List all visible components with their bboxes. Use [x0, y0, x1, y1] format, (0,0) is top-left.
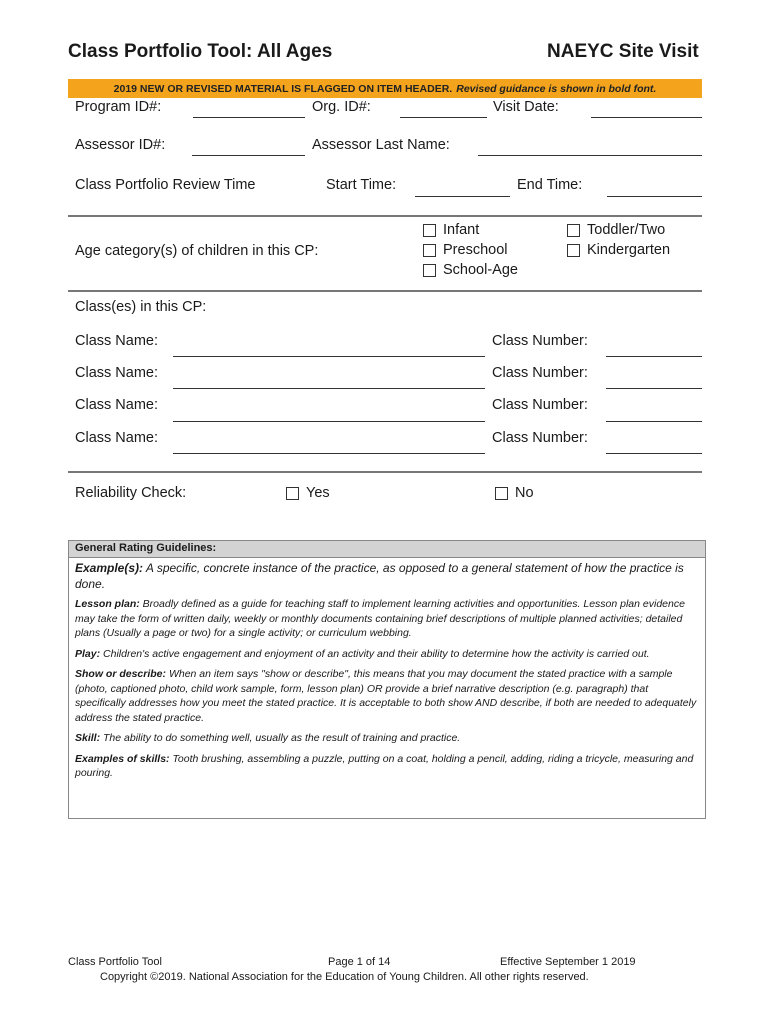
age-option-toddler-two[interactable] [567, 222, 665, 238]
class-number-label: Class Number: [492, 333, 588, 349]
guideline-show-or-describe: Show or describe: When an item says "show or describe", this means that you may document the stated practice with a sample (photo, captioned photo, child work sample, form, lesson plan) OR provide a brief narrative description (e.g. paragraph) that specifically addresses how you meet the stated practice. It is acceptable to both show AND describe, if both are needed to adequately address the stated practice. [75, 668, 697, 724]
yes-label: Yes [306, 485, 330, 501]
age-option-label: Kindergarten [587, 242, 671, 258]
age-category-label: Age category(s) of children in this CP: [75, 243, 319, 259]
org-id-field[interactable] [400, 117, 487, 118]
section-divider [68, 215, 702, 217]
section-divider [68, 290, 702, 292]
guideline-play: Play: Children's active engagement and enjoyment of an activity and their ability to determine how the activity is carried out. [75, 647, 650, 660]
age-option-kindergarten[interactable] [567, 242, 670, 258]
class-number-label: Class Number: [492, 430, 588, 446]
footer-effective-date: Effective September 1 2019 [500, 956, 636, 968]
class-name-label: Class Name: [75, 397, 158, 413]
guidelines-heading: General Rating Guidelines: [69, 541, 705, 558]
age-option-label: Infant [443, 222, 480, 238]
end-time-label: End Time: [517, 177, 583, 193]
class-number-label: Class Number: [492, 397, 588, 413]
age-option-infant[interactable] [423, 222, 479, 238]
age-option-label: Preschool [443, 242, 508, 258]
class-name-label: Class Name: [75, 333, 158, 349]
banner-bold-text: 2019 NEW OR REVISED MATERIAL IS FLAGGED ON ITEM HEADER. [113, 82, 453, 95]
class-number-field[interactable] [606, 421, 702, 422]
program-id-field[interactable] [193, 117, 305, 118]
guideline-lesson-plan: Lesson plan: Broadly defined as a guide for teaching staff to implement learning activities and opportunities. Lesson plan evidence may take the form of written daily, weekly or monthly documents containing brief descriptions of multiple planned activities; detailed plans (Usually a page or two) for a single activity; or curriculum webbing. [75, 598, 685, 639]
revision-banner [68, 79, 702, 98]
class-number-field[interactable] [606, 453, 702, 454]
visit-date-label: Visit Date: [493, 99, 559, 115]
reliability-check-label: Reliability Check: [75, 485, 187, 501]
age-option-label: Toddler/Two [587, 222, 666, 238]
guideline-skill: Skill: The ability to do something well, usually as the result of training and practice. [75, 732, 461, 744]
site-visit-title: NAEYC Site Visit [547, 41, 699, 62]
org-id-label: Org. ID#: [312, 99, 371, 115]
section-divider [68, 471, 702, 473]
banner-italic-text: Revised guidance is shown in bold font. [456, 82, 657, 95]
review-time-label: Class Portfolio Review Time [75, 177, 256, 193]
class-name-field[interactable] [173, 356, 485, 357]
end-time-field[interactable] [607, 196, 702, 197]
class-name-label: Class Name: [75, 365, 158, 381]
visit-date-field[interactable] [591, 117, 702, 118]
classes-label: Class(es) in this CP: [75, 299, 207, 315]
guideline-examples-of-skills: Examples of skills: Tooth brushing, assembling a puzzle, putting on a coat, holding a pencil, adding, riding a tricycle, measuring and pouring. [75, 752, 694, 779]
checkbox-icon [286, 487, 299, 500]
footer-copyright: Copyright ©2019. National Association for the Education of Young Children. All other rights reserved. [100, 971, 589, 983]
footer-page-number: Page 1 of 14 [328, 956, 391, 968]
reliability-yes-option[interactable] [286, 485, 330, 501]
class-number-label: Class Number: [492, 365, 588, 381]
footer-tool-name: Class Portfolio Tool [68, 956, 162, 968]
class-name-label: Class Name: [75, 430, 158, 446]
no-label: No [515, 485, 534, 501]
page-title: Class Portfolio Tool: All Ages [68, 41, 333, 62]
general-rating-guidelines [68, 540, 706, 819]
class-number-field[interactable] [606, 356, 702, 357]
checkbox-icon [423, 224, 436, 237]
assessor-id-field[interactable] [192, 155, 305, 156]
assessor-id-label: Assessor ID#: [75, 137, 166, 153]
checkbox-icon [423, 264, 436, 277]
checkbox-icon [423, 244, 436, 257]
checkbox-icon [567, 244, 580, 257]
age-option-preschool[interactable] [423, 242, 507, 258]
start-time-label: Start Time: [326, 177, 397, 193]
age-option-label: School-Age [443, 262, 518, 278]
guideline-examples: Example(s): A specific, concrete instance of the practice, as opposed to a general statement of how the practice is done. [75, 561, 684, 591]
class-name-field[interactable] [173, 388, 485, 389]
age-option-school-age[interactable] [423, 262, 518, 278]
start-time-field[interactable] [415, 196, 510, 197]
checkbox-icon [495, 487, 508, 500]
assessor-last-name-field[interactable] [478, 155, 702, 156]
class-name-field[interactable] [173, 453, 485, 454]
checkbox-icon [567, 224, 580, 237]
reliability-no-option[interactable] [495, 485, 534, 501]
class-number-field[interactable] [606, 388, 702, 389]
class-name-field[interactable] [173, 421, 485, 422]
assessor-last-name-label: Assessor Last Name: [312, 137, 450, 153]
program-id-label: Program ID#: [75, 99, 162, 115]
